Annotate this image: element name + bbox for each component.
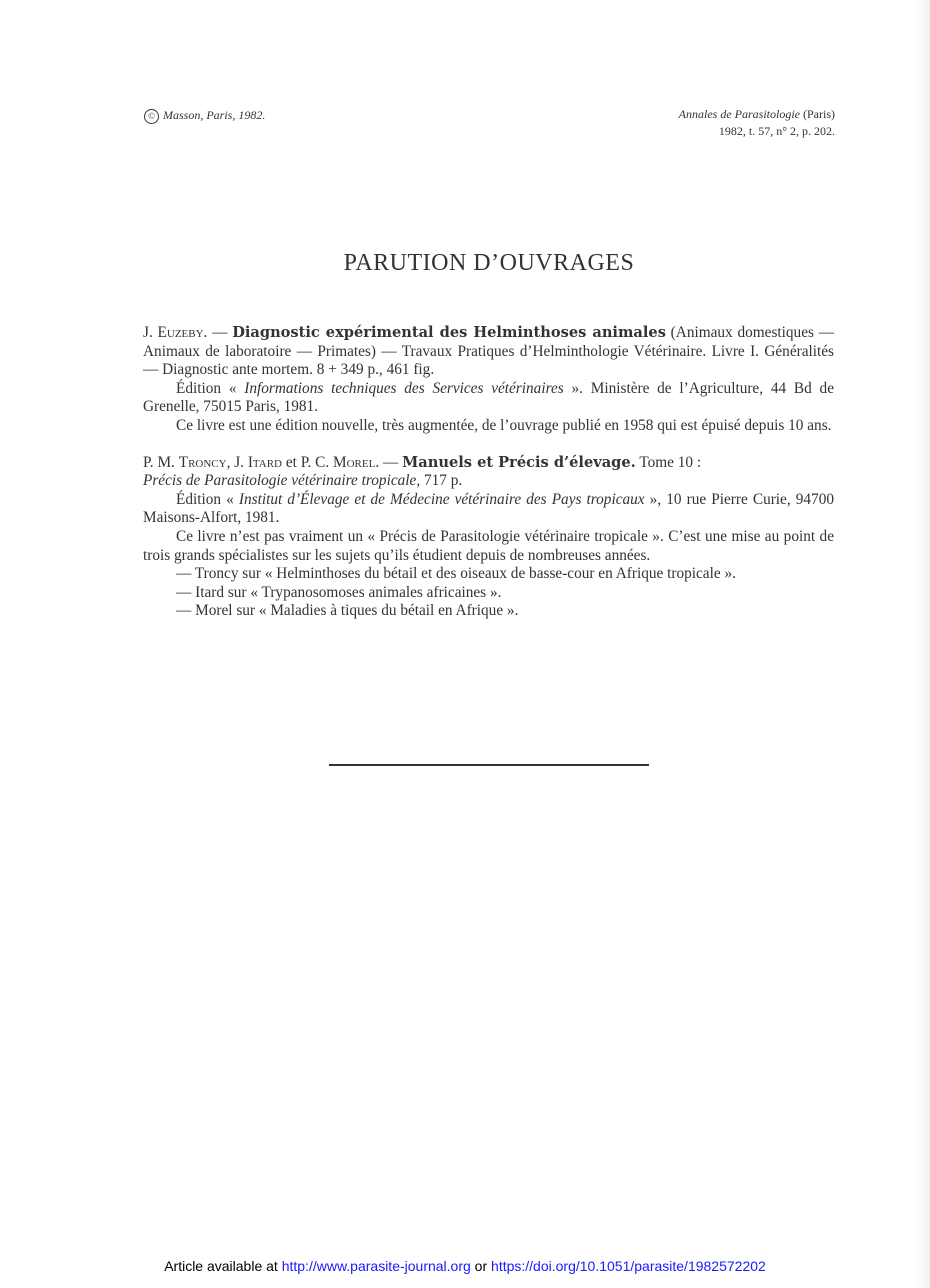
entry-1-review: Ce livre est une édition nouvelle, très augmentée, de l’ouvrage publié en 1958 qui est épuisé depuis 10 ans. [176,416,832,434]
entry-2-book-title: Manuels et Précis d’élevage. [402,453,636,471]
entry-1-description: (Animaux domestiques — Animaux de laboratoire — Primates) — Travaux Pratiques d’Helminthologie Vétérinaire. Livre I. Généralités — Diagnostic ante mortem. 8 + 349 p., 461 fig. [143,324,834,379]
book-entry-2 [143,454,834,621]
list-item: — Morel sur « Maladies à tiques du bétail en Afrique ». [176,602,519,620]
footer-middle: or [470,1258,492,1274]
entry-2-subtitle: Précis de Parasitologie vétérinaire tropicale [143,472,417,490]
list-item: — Troncy sur « Helminthoses du bétail et des oiseaux de basse-cour en Afrique tropicale ». [176,565,736,583]
footer-prefix: Article available at [164,1258,282,1274]
entry-1-edition [143,380,834,417]
doi-link[interactable]: https://doi.org/10.1051/parasite/1982572202 [491,1258,766,1274]
entry-2-edition-name: Institut d’Élevage et de Médecine vétérinaire des Pays tropicaux [238,490,645,508]
list-item: — Itard sur « Trypanosomoses animales africaines ». [176,583,502,601]
copyright-line [144,108,265,124]
footer-availability [0,1258,930,1274]
entry-2-edition [143,491,834,528]
entry-1-edition-suffix: ». Ministère de l’Agriculture, 44 Bd de Grenelle, 75015 Paris, 1981. [143,379,834,416]
entry-2-review: Ce livre n’est pas vraiment un « Précis de Parasitologie vétérinaire tropicale ». C’est une mise au point de trois grands spécialistes sur les sujets qu’ils étudient depuis de nombreuses années. [143,527,834,564]
journal-city: (Paris) [803,107,835,121]
entry-2-author-morel: Morel [333,453,376,471]
journal-citation [679,106,835,140]
entry-1-author: J. Euzeby. [143,324,208,341]
entry-2-author-itard: Itard [247,453,282,471]
citation-line: 1982, t. 57, n° 2, p. 202. [718,124,835,138]
entry-2-authors-prefix: P. M. [143,453,179,471]
entry-2-edition-suffix: », 10 rue Pierre Curie, 94700 Maisons-Alfort, 1981. [143,490,835,527]
section-divider [329,764,649,766]
entry-2-sep2: et P. C. [282,453,333,471]
entry-2-edition-prefix: Édition « [176,490,239,508]
main-content [143,324,834,639]
entry-1-dash: — [207,324,233,341]
page-title: PARUTION D’OUVRAGES [343,250,635,276]
entry-1-book-title: Diagnostic expérimental des Helminthoses animales [232,324,666,341]
journal-link[interactable]: http://www.parasite-journal.org [281,1258,471,1274]
journal-line [679,106,835,123]
entry-2-tome: Tome 10 : [635,453,702,471]
journal-name: Annales de Parasitologie [678,107,800,121]
entry-2-citation [143,454,834,491]
entry-1-citation [143,324,834,380]
copyright-text: Masson, Paris, 1982. [163,108,266,122]
book-entry-1 [143,324,834,436]
scan-edge-shadow [916,0,930,1288]
entry-1-edition-name: Informations techniques des Services vétérinaires [244,379,564,397]
entry-2-pages: , 717 p. [416,472,463,490]
entry-2-dash: . — [375,453,403,471]
copyright-icon: © [144,109,159,124]
entry-1-edition-prefix: Édition « [176,379,245,397]
entry-2-author-troncy: Troncy [178,453,227,471]
entry-2-sep1: , J. [226,453,248,471]
